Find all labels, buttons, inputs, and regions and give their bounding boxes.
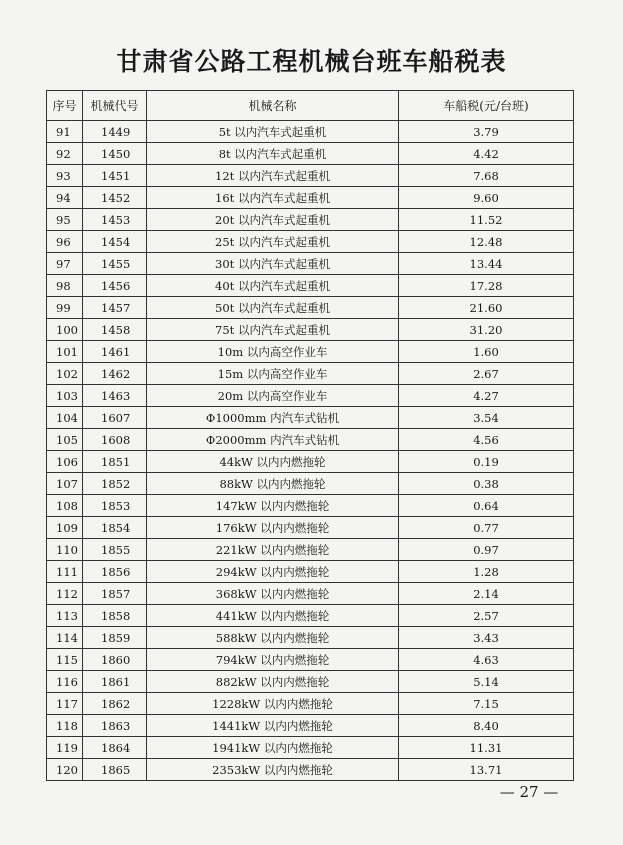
tax-cell: 5.14 xyxy=(399,671,574,693)
seq-cell: 103 xyxy=(47,385,83,407)
table-row xyxy=(47,319,574,341)
name-cell: 2353kW 以内内燃拖轮 xyxy=(147,759,399,781)
tax-cell: 4.63 xyxy=(399,649,574,671)
name-cell: Φ2000mm 内汽车式钻机 xyxy=(147,429,399,451)
table-row xyxy=(47,605,574,627)
page-title: 甘肃省公路工程机械台班车船税表 xyxy=(116,47,507,76)
table-row xyxy=(47,627,574,649)
seq-cell: 120 xyxy=(47,759,83,781)
name-cell: 368kW 以内内燃拖轮 xyxy=(147,583,399,605)
name-cell: 20m 以内高空作业车 xyxy=(147,385,399,407)
tax-cell: 0.97 xyxy=(399,539,574,561)
tax-cell: 0.64 xyxy=(399,495,574,517)
tax-cell: 31.20 xyxy=(399,319,574,341)
tax-cell: 3.79 xyxy=(399,121,574,143)
seq-cell: 102 xyxy=(47,363,83,385)
table-row xyxy=(47,121,574,143)
tax-cell: 1.60 xyxy=(399,341,574,363)
table-row xyxy=(47,693,574,715)
tax-cell: 0.77 xyxy=(399,517,574,539)
tax-cell: 21.60 xyxy=(399,297,574,319)
code-cell: 1857 xyxy=(83,583,147,605)
name-cell: 75t 以内汽车式起重机 xyxy=(147,319,399,341)
seq-cell: 97 xyxy=(47,253,83,275)
name-cell: 1441kW 以内内燃拖轮 xyxy=(147,715,399,737)
table-row xyxy=(47,165,574,187)
table-row xyxy=(47,517,574,539)
tax-cell: 2.57 xyxy=(399,605,574,627)
table-row xyxy=(47,715,574,737)
code-cell: 1462 xyxy=(83,363,147,385)
table-row xyxy=(47,671,574,693)
tax-cell: 0.38 xyxy=(399,473,574,495)
name-cell: 16t 以内汽车式起重机 xyxy=(147,187,399,209)
seq-cell: 105 xyxy=(47,429,83,451)
tax-cell: 4.56 xyxy=(399,429,574,451)
name-cell: 5t 以内汽车式起重机 xyxy=(147,121,399,143)
code-cell: 1854 xyxy=(83,517,147,539)
seq-cell: 99 xyxy=(47,297,83,319)
table-row xyxy=(47,231,574,253)
seq-cell: 111 xyxy=(47,561,83,583)
tax-cell: 13.44 xyxy=(399,253,574,275)
table-row xyxy=(47,385,574,407)
table-row xyxy=(47,363,574,385)
name-cell: 20t 以内汽车式起重机 xyxy=(147,209,399,231)
name-cell: 147kW 以内内燃拖轮 xyxy=(147,495,399,517)
table-row xyxy=(47,737,574,759)
code-cell: 1453 xyxy=(83,209,147,231)
code-cell: 1865 xyxy=(83,759,147,781)
code-cell: 1859 xyxy=(83,627,147,649)
code-cell: 1450 xyxy=(83,143,147,165)
name-cell: 30t 以内汽车式起重机 xyxy=(147,253,399,275)
name-cell: 176kW 以内内燃拖轮 xyxy=(147,517,399,539)
code-cell: 1861 xyxy=(83,671,147,693)
code-cell: 1863 xyxy=(83,715,147,737)
table-row xyxy=(47,649,574,671)
table-row xyxy=(47,429,574,451)
seq-cell: 98 xyxy=(47,275,83,297)
name-cell: 40t 以内汽车式起重机 xyxy=(147,275,399,297)
seq-cell: 101 xyxy=(47,341,83,363)
name-cell: 221kW 以内内燃拖轮 xyxy=(147,539,399,561)
table-row xyxy=(47,253,574,275)
tax-cell: 4.27 xyxy=(399,385,574,407)
seq-cell: 94 xyxy=(47,187,83,209)
seq-cell: 107 xyxy=(47,473,83,495)
table-row xyxy=(47,275,574,297)
name-cell: 50t 以内汽车式起重机 xyxy=(147,297,399,319)
seq-cell: 119 xyxy=(47,737,83,759)
code-cell: 1851 xyxy=(83,451,147,473)
code-cell: 1451 xyxy=(83,165,147,187)
tax-cell: 2.67 xyxy=(399,363,574,385)
table-body xyxy=(47,121,574,781)
tax-cell: 0.19 xyxy=(399,451,574,473)
code-cell: 1461 xyxy=(83,341,147,363)
table-row xyxy=(47,759,574,781)
table-row xyxy=(47,297,574,319)
code-cell: 1855 xyxy=(83,539,147,561)
seq-cell: 96 xyxy=(47,231,83,253)
table-row xyxy=(47,187,574,209)
code-cell: 1455 xyxy=(83,253,147,275)
seq-cell: 114 xyxy=(47,627,83,649)
code-cell: 1458 xyxy=(83,319,147,341)
name-cell: Φ1000mm 内汽车式钻机 xyxy=(147,407,399,429)
header-tax: 车船税(元/台班) xyxy=(399,91,574,121)
code-cell: 1449 xyxy=(83,121,147,143)
name-cell: 44kW 以内内燃拖轮 xyxy=(147,451,399,473)
code-cell: 1452 xyxy=(83,187,147,209)
seq-cell: 115 xyxy=(47,649,83,671)
tax-table xyxy=(46,90,574,781)
table-row xyxy=(47,451,574,473)
name-cell: 25t 以内汽车式起重机 xyxy=(147,231,399,253)
name-cell: 294kW 以内内燃拖轮 xyxy=(147,561,399,583)
seq-cell: 118 xyxy=(47,715,83,737)
tax-cell: 4.42 xyxy=(399,143,574,165)
seq-cell: 113 xyxy=(47,605,83,627)
code-cell: 1856 xyxy=(83,561,147,583)
name-cell: 8t 以内汽车式起重机 xyxy=(147,143,399,165)
code-cell: 1463 xyxy=(83,385,147,407)
tax-cell: 7.68 xyxy=(399,165,574,187)
tax-cell: 3.54 xyxy=(399,407,574,429)
code-cell: 1860 xyxy=(83,649,147,671)
seq-cell: 104 xyxy=(47,407,83,429)
name-cell: 12t 以内汽车式起重机 xyxy=(147,165,399,187)
header-seq: 序号 xyxy=(47,91,83,121)
tax-cell: 17.28 xyxy=(399,275,574,297)
tax-cell: 7.15 xyxy=(399,693,574,715)
seq-cell: 110 xyxy=(47,539,83,561)
name-cell: 588kW 以内内燃拖轮 xyxy=(147,627,399,649)
name-cell: 10m 以内高空作业车 xyxy=(147,341,399,363)
tax-cell: 11.52 xyxy=(399,209,574,231)
name-cell: 1941kW 以内内燃拖轮 xyxy=(147,737,399,759)
header-name: 机械名称 xyxy=(147,91,399,121)
table-row xyxy=(47,341,574,363)
table-row xyxy=(47,495,574,517)
name-cell: 88kW 以内内燃拖轮 xyxy=(147,473,399,495)
tax-cell: 11.31 xyxy=(399,737,574,759)
code-cell: 1853 xyxy=(83,495,147,517)
table-row xyxy=(47,539,574,561)
name-cell: 1228kW 以内内燃拖轮 xyxy=(147,693,399,715)
code-cell: 1608 xyxy=(83,429,147,451)
tax-cell: 8.40 xyxy=(399,715,574,737)
seq-cell: 108 xyxy=(47,495,83,517)
code-cell: 1852 xyxy=(83,473,147,495)
table-row xyxy=(47,209,574,231)
tax-cell: 2.14 xyxy=(399,583,574,605)
name-cell: 882kW 以内内燃拖轮 xyxy=(147,671,399,693)
code-cell: 1454 xyxy=(83,231,147,253)
tax-cell: 3.43 xyxy=(399,627,574,649)
name-cell: 15m 以内高空作业车 xyxy=(147,363,399,385)
seq-cell: 112 xyxy=(47,583,83,605)
code-cell: 1457 xyxy=(83,297,147,319)
table-row xyxy=(47,583,574,605)
header-code: 机械代号 xyxy=(83,91,147,121)
seq-cell: 91 xyxy=(47,121,83,143)
table-row xyxy=(47,473,574,495)
seq-cell: 95 xyxy=(47,209,83,231)
name-cell: 794kW 以内内燃拖轮 xyxy=(147,649,399,671)
tax-cell: 9.60 xyxy=(399,187,574,209)
seq-cell: 117 xyxy=(47,693,83,715)
code-cell: 1858 xyxy=(83,605,147,627)
seq-cell: 92 xyxy=(47,143,83,165)
tax-cell: 1.28 xyxy=(399,561,574,583)
seq-cell: 116 xyxy=(47,671,83,693)
code-cell: 1607 xyxy=(83,407,147,429)
table-row xyxy=(47,561,574,583)
seq-cell: 93 xyxy=(47,165,83,187)
tax-cell: 13.71 xyxy=(399,759,574,781)
code-cell: 1456 xyxy=(83,275,147,297)
seq-cell: 100 xyxy=(47,319,83,341)
name-cell: 441kW 以内内燃拖轮 xyxy=(147,605,399,627)
table-header-row xyxy=(47,91,574,121)
page-number: — 27 — xyxy=(499,783,559,801)
seq-cell: 106 xyxy=(47,451,83,473)
code-cell: 1864 xyxy=(83,737,147,759)
seq-cell: 109 xyxy=(47,517,83,539)
code-cell: 1862 xyxy=(83,693,147,715)
table-row xyxy=(47,407,574,429)
tax-cell: 12.48 xyxy=(399,231,574,253)
table-row xyxy=(47,143,574,165)
